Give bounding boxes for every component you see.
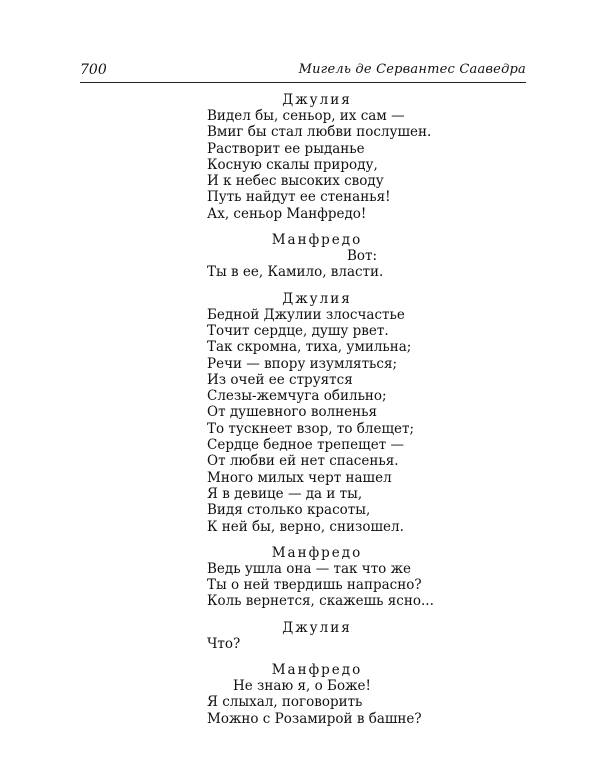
verse-line: Ведь ушла она — так что же (207, 560, 411, 577)
verse-line: Вот: (347, 248, 378, 265)
speaker-name: Манфредо (271, 544, 363, 561)
running-title: Мигель де Сервантес Сааведра (298, 62, 526, 77)
speaker-name: Джулия (282, 619, 352, 636)
verse-line: От любви ей нет спасенья. (207, 453, 399, 470)
verse-line: Что? (207, 635, 241, 652)
speaker-name: Манфредо (271, 232, 363, 249)
verse-line: Путь найдут ее стенанья! (207, 189, 391, 206)
verse-line: Много милых черт нашел (207, 469, 392, 486)
verse-line: Речи — впору изумляться; (207, 355, 398, 372)
verse-line: Косную скалы природу, (207, 156, 378, 173)
page-number: 700 (80, 62, 107, 78)
verse-line: Вмиг бы стал любви послушен. (207, 124, 432, 141)
dialogue-text (207, 92, 507, 727)
verse-line: Сердце бедное трепещет — (207, 437, 404, 454)
speaker-name: Манфредо (271, 662, 363, 679)
verse-line: Слезы-жемчуга обильно; (207, 388, 387, 405)
verse-line: Бедной Джулии злосчастье (207, 306, 405, 323)
verse-line: То тускнеет взор, то блещет; (207, 420, 415, 437)
verse-line: Из очей ее струятся (207, 371, 353, 388)
verse-line: Я слыхал, поговорить (207, 694, 363, 711)
verse-line: И к небес высоких своду (207, 173, 384, 190)
verse-line: Ах, сеньор Манфредо! (207, 205, 367, 222)
speaker-name: Джулия (282, 92, 352, 108)
verse-line: К ней бы, верно, снизошел. (207, 518, 404, 535)
verse-line: Видя столько красоты, (207, 502, 371, 519)
verse-line: Растворит ее рыданье (207, 140, 365, 157)
verse-line: Коль вернется, скажешь ясно... (207, 593, 434, 610)
verse-line: Можно с Розамирой в башне? (207, 710, 422, 727)
verse-line: Точит сердце, душу рвет. (207, 322, 389, 339)
verse-line: Не знаю я, о Боже! (233, 678, 371, 695)
verse-line: Ты о ней твердишь напрасно? (207, 577, 422, 594)
verse-line: Я в девице — да и ты, (207, 485, 363, 502)
verse-line: Так скромна, тиха, умильна; (207, 339, 412, 356)
verse-line: Видел бы, сеньор, их сам — (207, 108, 405, 124)
verse-line: Ты в ее, Камило, власти. (207, 264, 384, 281)
verse-line: От душевного волненья (207, 404, 377, 421)
speaker-name: Джулия (282, 290, 352, 307)
running-header (80, 62, 526, 83)
